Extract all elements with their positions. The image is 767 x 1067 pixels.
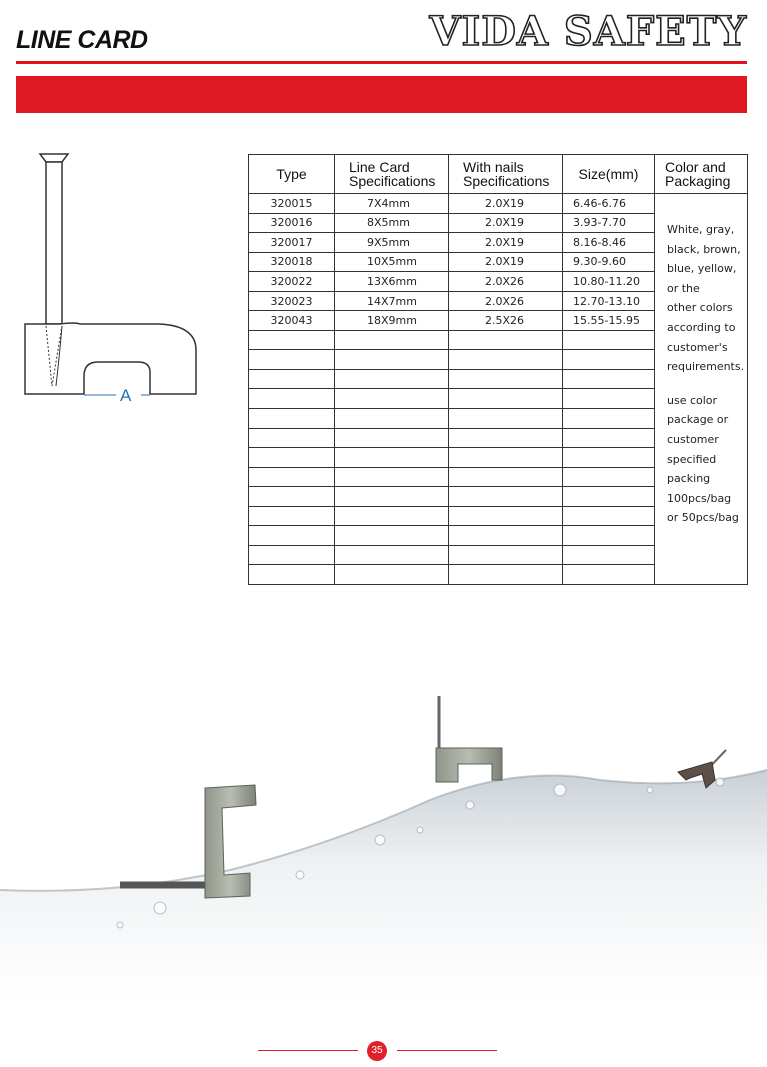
packaging-text-line: 100pcs/bag	[667, 491, 732, 505]
header-band	[16, 76, 747, 113]
cell-nails: 2.0X19	[449, 252, 563, 272]
cell-nails	[449, 467, 563, 487]
color-text-line: according to	[667, 320, 736, 334]
page-title: LINE CARD	[16, 26, 148, 54]
nail-clip-diagram-icon	[20, 150, 205, 410]
cell-type	[249, 428, 335, 448]
cell-spec: 14X7mm	[335, 291, 449, 311]
cell-nails: 2.5X26	[449, 311, 563, 331]
cell-type	[249, 330, 335, 350]
cell-nails	[449, 389, 563, 409]
cell-spec: 13X6mm	[335, 272, 449, 292]
cell-spec: 8X5mm	[335, 213, 449, 233]
cell-nails	[449, 526, 563, 546]
cell-size	[563, 389, 655, 409]
color-text-line: black, brown,	[667, 242, 741, 256]
color-text-line: requirements.	[667, 360, 745, 374]
color-text-line: other colors	[667, 301, 733, 315]
cell-spec: 7X4mm	[335, 194, 449, 214]
packaging-text-line: customer	[667, 432, 719, 446]
cell-size: 15.55-15.95	[563, 311, 655, 331]
cell-type	[249, 389, 335, 409]
cell-type	[249, 506, 335, 526]
cell-size	[563, 350, 655, 370]
cell-size	[563, 545, 655, 565]
dimension-label: A	[120, 386, 132, 405]
cell-size	[563, 369, 655, 389]
cell-type	[249, 369, 335, 389]
cell-size	[563, 506, 655, 526]
cell-type: 320016	[249, 213, 335, 233]
cell-size	[563, 467, 655, 487]
cell-size	[563, 565, 655, 585]
packaging-text-line: packing	[667, 472, 711, 486]
cell-size: 8.16-8.46	[563, 233, 655, 253]
cell-nails: 2.0X19	[449, 213, 563, 233]
cell-spec	[335, 565, 449, 585]
cell-nails: 2.0X26	[449, 291, 563, 311]
cell-spec	[335, 545, 449, 565]
product-photo	[0, 640, 767, 1000]
cell-type: 320015	[249, 194, 335, 214]
cell-type	[249, 409, 335, 429]
cell-nails	[449, 487, 563, 507]
header-rule	[16, 61, 747, 64]
color-text-line: customer's	[667, 340, 728, 354]
cell-size	[563, 428, 655, 448]
table-row	[249, 194, 748, 214]
cell-spec	[335, 409, 449, 429]
packaging-text-line: or 50pcs/bag	[667, 511, 739, 525]
cell-nails	[449, 565, 563, 585]
cell-size: 3.93-7.70	[563, 213, 655, 233]
cell-spec	[335, 350, 449, 370]
col-header-nails: With nails Specifications	[449, 155, 563, 194]
cell-size: 6.46-6.76	[563, 194, 655, 214]
cell-nails: 2.0X26	[449, 272, 563, 292]
footer-rule-right	[397, 1050, 497, 1051]
color-packaging-cell	[655, 194, 748, 585]
cell-spec	[335, 369, 449, 389]
packaging-text-line: specified	[667, 452, 717, 466]
packaging-text-line: package or	[667, 413, 729, 427]
cell-type	[249, 526, 335, 546]
cell-nails	[449, 545, 563, 565]
cell-spec	[335, 467, 449, 487]
cell-spec: 18X9mm	[335, 311, 449, 331]
cell-spec: 9X5mm	[335, 233, 449, 253]
cell-type	[249, 350, 335, 370]
brand-logo: VIDA SAFETY	[429, 8, 747, 55]
cell-nails	[449, 428, 563, 448]
cell-size: 12.70-13.10	[563, 291, 655, 311]
cell-type	[249, 565, 335, 585]
cell-nails	[449, 369, 563, 389]
cell-spec	[335, 526, 449, 546]
cell-nails	[449, 448, 563, 468]
spec-table	[248, 154, 748, 585]
cell-type: 320022	[249, 272, 335, 292]
color-text-line: White, gray,	[667, 223, 735, 236]
cell-type	[249, 487, 335, 507]
col-header-size: Size(mm)	[563, 155, 655, 194]
cell-spec	[335, 330, 449, 350]
cell-nails	[449, 506, 563, 526]
cell-size	[563, 448, 655, 468]
cell-spec: 10X5mm	[335, 252, 449, 272]
cell-size: 10.80-11.20	[563, 272, 655, 292]
cell-nails	[449, 330, 563, 350]
cell-nails	[449, 409, 563, 429]
cell-spec	[335, 448, 449, 468]
cell-spec	[335, 506, 449, 526]
col-header-type: Type	[249, 155, 335, 194]
packaging-text-line: use color	[667, 393, 718, 407]
cell-type	[249, 545, 335, 565]
cell-size	[563, 330, 655, 350]
cell-size: 9.30-9.60	[563, 252, 655, 272]
col-header-color: Color and Packaging	[655, 155, 748, 194]
table-header-row	[249, 155, 748, 194]
cell-type: 320018	[249, 252, 335, 272]
cell-spec	[335, 389, 449, 409]
cell-type	[249, 467, 335, 487]
color-text-line: or the	[667, 281, 700, 295]
cell-size	[563, 526, 655, 546]
color-text-line: blue, yellow,	[667, 262, 737, 276]
cell-nails	[449, 350, 563, 370]
cell-type: 320017	[249, 233, 335, 253]
cell-type: 320023	[249, 291, 335, 311]
page-number: 35	[367, 1041, 387, 1061]
cell-spec	[335, 487, 449, 507]
cell-type: 320043	[249, 311, 335, 331]
cell-nails: 2.0X19	[449, 233, 563, 253]
cell-size	[563, 487, 655, 507]
col-header-spec: Line Card Specifications	[335, 155, 449, 194]
cell-spec	[335, 428, 449, 448]
footer-rule-left	[258, 1050, 358, 1051]
cell-type	[249, 448, 335, 468]
cell-size	[563, 409, 655, 429]
cell-nails: 2.0X19	[449, 194, 563, 214]
